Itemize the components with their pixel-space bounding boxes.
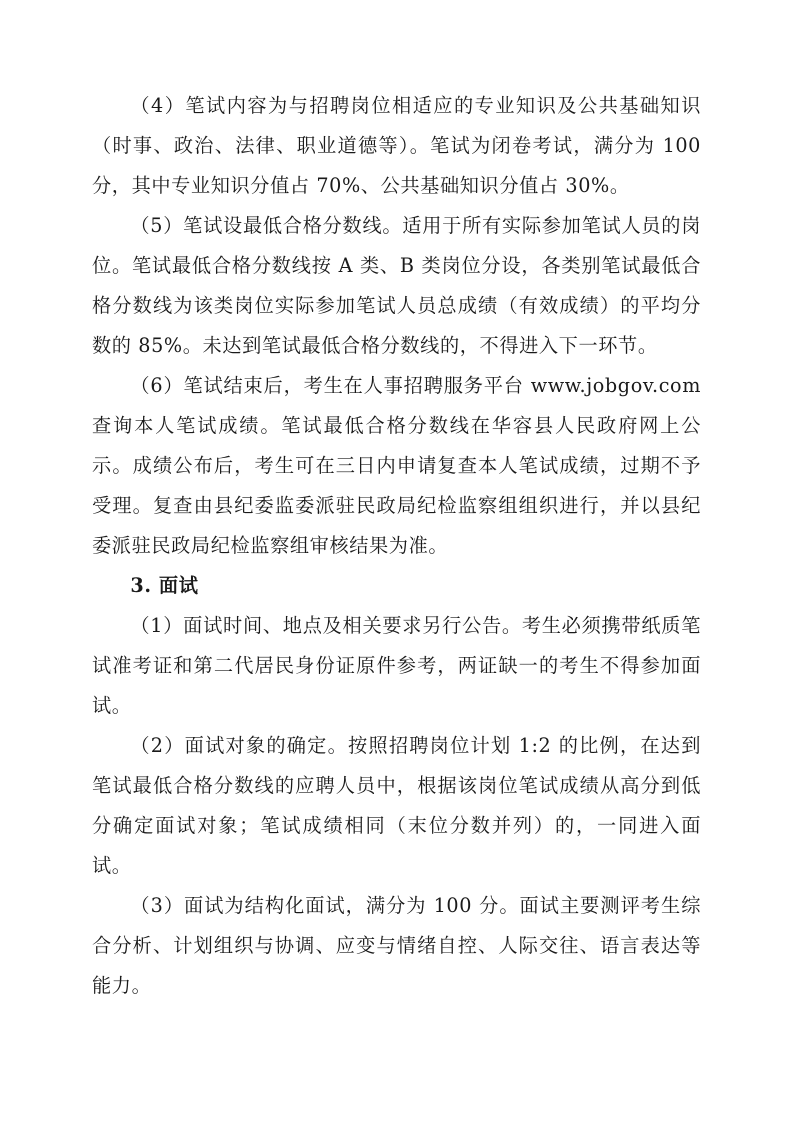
paragraph-interview-item-1: （1）面试时间、地点及相关要求另行公告。考生必须携带纸质笔试准考证和第二代居民身份证原件参考，两证缺一的考生不得参加面试。	[92, 614, 701, 717]
paragraph-interview-item-2: （2）面试对象的确定。按照招聘岗位计划 1:2 的比例，在达到笔试最低合格分数线的应聘人员中，根据该岗位笔试成绩从高分到低分确定面试对象；笔试成绩相同（末位分数并列）的，一同进入面试。	[92, 734, 701, 877]
paragraph-item-4: （4）笔试内容为与招聘岗位相适应的专业知识及公共基础知识（时事、政治、法律、职业道德等）。笔试为闭卷考试，满分为 100 分，其中专业知识分值占 70%、公共基础知识分值占 30%。	[92, 94, 701, 197]
section-heading-interview: 3. 面试	[130, 574, 199, 597]
paragraph-item-6: （6）笔试结束后，考生在人事招聘服务平台 www.jobgov.com 查询本人笔试成绩。笔试最低合格分数线在华容县人民政府网上公示。成绩公布后，考生可在三日内申请复查本人笔试成绩，过期不予受理。复查由县纪委监委派驻民政局纪检监察组组织进行，并以县纪委派驻民政局纪检监察组审核结果为准。	[92, 374, 701, 557]
paragraph-item-5: （5）笔试设最低合格分数线。适用于所有实际参加笔试人员的岗位。笔试最低合格分数线按 A 类、B 类岗位分设，各类别笔试最低合格分数线为该类岗位实际参加笔试人员总成绩（有效成绩）的平均分数的 85%。未达到笔试最低合格分数线的，不得进入下一环节。	[92, 214, 701, 357]
paragraph-interview-item-3: （3）面试为结构化面试，满分为 100 分。面试主要测评考生综合分析、计划组织与协调、应变与情绪自控、人际交往、语言表达等能力。	[92, 894, 701, 997]
document-body	[92, 86, 701, 1006]
